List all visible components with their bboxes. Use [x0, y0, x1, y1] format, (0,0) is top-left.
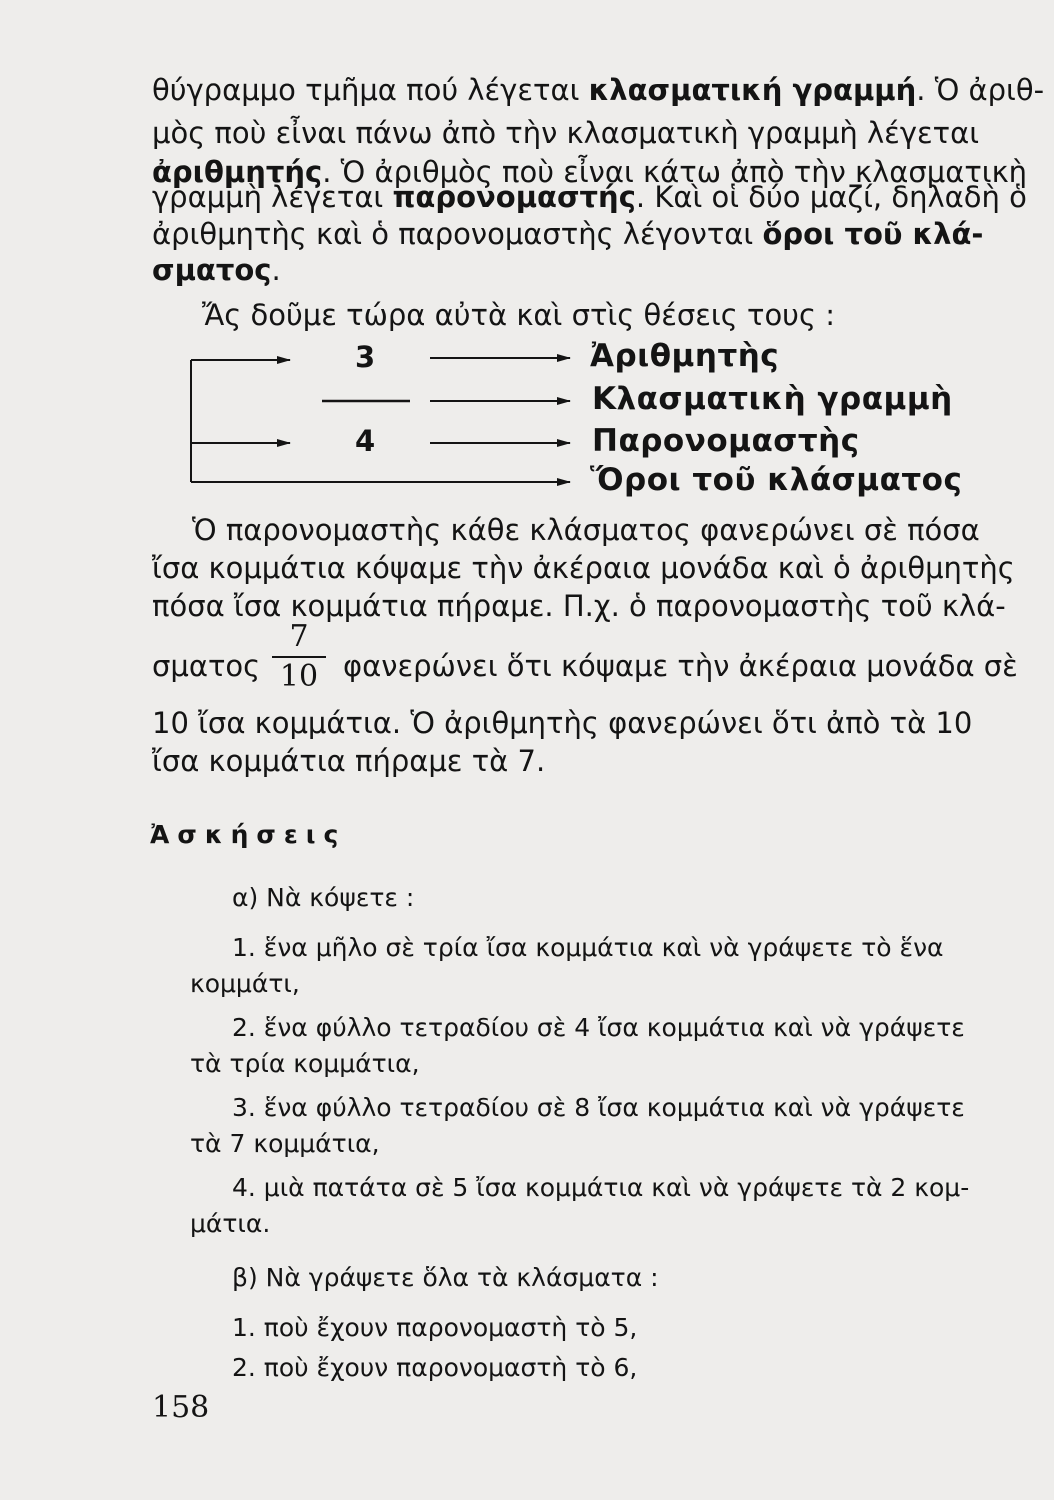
explain-line-3: πόσα ἴσα κομμάτια πήραμε. Π.χ. ὁ παρονομαστὴς τοῦ κλά- [152, 589, 1006, 623]
exercise-b-title: β) Νὰ γράψετε ὅλα τὰ κλάσματα : [232, 1263, 659, 1292]
label-denominator: Παρονομαστὴς [592, 423, 860, 459]
exercise-a4-line-1: 4. μιὰ πατάτα σὲ 5 ἴσα κομμάτια καὶ νὰ γράψετε τὰ 2 κομ- [232, 1173, 970, 1202]
fraction-inline-bar [272, 656, 326, 658]
intro-line-4b: γραμμὴ λέγεται παρονομαστής. Καὶ οἱ δύο μαζί, δηλαδὴ ὁ [152, 180, 1027, 214]
explain-line-4b: φανερώνει ὅτι κόψαμε τὴν ἀκέραια μονάδα σὲ [343, 649, 1018, 683]
explain-line-5: 10 ἴσα κομμάτια. Ὁ ἀριθμητὴς φανερώνει ὅτι ἀπὸ τὰ 10 [152, 706, 973, 740]
exercises-heading: Ἀσκήσεις [150, 820, 347, 849]
exercise-b1: 1. ποὺ ἔχουν παρονομαστὴ τὸ 5, [232, 1313, 638, 1342]
label-numerator: Ἀριθμητὴς [590, 338, 780, 374]
fraction-numerator: 7 [289, 619, 309, 654]
label-fraction-terms: Ὅροι τοῦ κλάσματος [590, 462, 963, 498]
intro-line-1: θύγραμμο τμῆμα πού λέγεται κλασματική γραμμή. Ὁ ἀριθ- [152, 73, 1045, 107]
explain-line-1: Ὁ παρονομαστὴς κάθε κλάσματος φανερώνει σὲ πόσα [192, 513, 980, 547]
exercise-a3-line-1: 3. ἕνα φύλλο τετραδίου σὲ 8 ἴσα κομμάτια καὶ νὰ γράψετε [232, 1093, 965, 1122]
exercise-a3-line-2: τὰ 7 κομμάτια, [190, 1129, 380, 1158]
exercise-a1-line-2: κομμάτι, [190, 969, 300, 998]
page-number: 158 [152, 1390, 210, 1425]
exercise-a2-line-2: τὰ τρία κομμάτια, [190, 1049, 420, 1078]
diagram-numerator: 3 [355, 340, 376, 374]
exercise-b2: 2. ποὺ ἔχουν παρονομαστὴ τὸ 6, [232, 1353, 638, 1382]
label-fraction-line: Κλασματικὴ γραμμὴ [592, 381, 953, 417]
exercise-a1-line-1: 1. ἕνα μῆλο σὲ τρία ἴσα κομμάτια καὶ νὰ γράψετε τὸ ἕνα [232, 933, 944, 962]
intro-line-2: μὸς ποὺ εἶναι πάνω ἀπὸ τὴν κλασματικὴ γραμμὴ λέγεται [152, 116, 980, 150]
term-fraction-terms: ὅροι τοῦ κλά- [762, 217, 984, 251]
intro-line-3: ἀριθμητής. Ὁ ἀριθμὸς ποὺ εἶναι κάτω ἀπὸ τὴν κλασματικὴ [152, 155, 1028, 189]
intro-line-6: σματος. [152, 253, 281, 287]
explain-line-4a: σματος [152, 649, 261, 683]
term-numerator: ἀριθμητής [152, 155, 323, 189]
exercise-a-title: α) Νὰ κόψετε : [232, 883, 415, 912]
term-denominator: παρονομαστής [392, 180, 636, 214]
fraction-7-10 [272, 620, 326, 694]
term-fraction-line: κλασματική γραμμή [588, 73, 917, 107]
diagram-denominator: 4 [355, 424, 376, 458]
exercise-a4-line-2: μάτια. [190, 1209, 271, 1238]
explain-line-2: ἴσα κομμάτια κόψαμε τὴν ἀκέραια μονάδα καὶ ὁ ἀριθμητὴς [152, 551, 1015, 585]
intro-line-5: ἀριθμητὴς καὶ ὁ παρονομαστὴς λέγονται ὅροι τοῦ κλά- [152, 217, 984, 251]
fraction-denominator: 10 [279, 659, 319, 694]
exercise-a2-line-1: 2. ἕνα φύλλο τετραδίου σὲ 4 ἴσα κομμάτια καὶ νὰ γράψετε [232, 1013, 965, 1042]
fraction-diagram [0, 0, 1054, 520]
lead-sentence: Ἄς δοῦμε τώρα αὐτὰ καὶ στὶς θέσεις τους : [202, 298, 835, 332]
explain-line-6: ἴσα κομμάτια πήραμε τὰ 7. [152, 744, 546, 778]
